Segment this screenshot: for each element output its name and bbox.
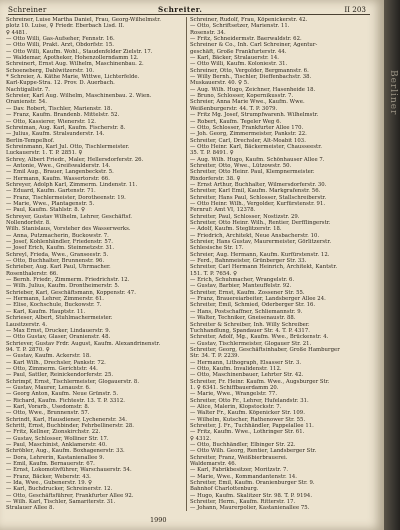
directory-entry: 151. T. P. 7654. ♀ — [190, 270, 238, 277]
directory-entry: Schreiman, Aug. Karl, Kaufm. Fischerstr. 8. — [6, 124, 126, 131]
directory-entry: Schrieber, Aug. Karl Paul, Uhrmacher. — [6, 264, 111, 271]
directory-entry: Schreiter, Carl, Drechsler, Alt-Moabit 103. — [190, 137, 306, 144]
directory-entry: — Elise, Kochschule, Buckowstr. 7. — [6, 302, 102, 309]
directory-entry: Schröbler, Aug., Kaufm. Boxhagenerstr. 33. — [6, 448, 125, 455]
directory-entry: — Otto Heinr. Karl, Bäckermeister, Chausseestr. — [190, 143, 322, 150]
directory-entry: Luckauerstr. 1. T. P. 2851. ♀ — [6, 150, 83, 157]
page-number: II 203 — [344, 5, 366, 14]
directory-entry: Schreyer, Gustav Wilhelm, Lehrer, Geschäftsf. — [6, 213, 132, 220]
directory-entry: Schreier, Hans Gustav, Maurermeister, Görlitzerstr. — [190, 239, 332, 246]
directory-entry: — Otto, Schlosser, Frankfurter Allee 170. — [190, 124, 304, 131]
directory-entry: — Karl, Kaufm. Hauptstr. 11. — [6, 308, 86, 315]
directory-entry: — Paul, Maschinist, Anklamerstr. 40. — [6, 442, 108, 449]
directory-entry: — Julius, Kaufm. Stralsunderstr. 14. — [6, 131, 105, 138]
directory-entry: Schlesische Str. 17. — [190, 245, 244, 252]
directory-entry: Waldemarstr. 46. — [190, 461, 237, 468]
directory-entry: — Gustav, Tischlermeister, Glogauer Str. 21. — [190, 340, 312, 347]
directory-entry: Schreiter, Emil, Kaufm. Oranienburger Str. 9. — [190, 480, 315, 487]
directory-entry: — Gustav, Kaufm. Ackerstr. 18. — [6, 353, 91, 360]
directory-entry: — Otto Heinr. Wilh., Vergolder, Kurfürstenstr. 91. — [190, 200, 326, 207]
directory-entry: — Adolf, Kaufm. Steglitzerstr. 18. — [190, 226, 282, 233]
directory-entry: — Aug. Wilh. Hugo, Kaufm. Schönhauser Allee 7. — [190, 156, 325, 163]
directory-entry: — Paul, Kaufm. Stahlstr. 8. ♀ — [6, 207, 86, 214]
directory-entry: Berlin-Tempelhof. — [6, 137, 55, 144]
left-column — [6, 17, 184, 513]
directory-entry: Schritt, Ernst, Buchbinder, Fehrbellinerstr. 28. — [6, 423, 135, 429]
directory-entry: — Ernst, Lokomotivführer, Warschauerstr. 54. — [6, 467, 132, 474]
directory-entry: — Fritz, Kaufm. Wwe., Lothringer Str. 61. — [190, 429, 305, 436]
directory-entry: — Otto Willi, Prakt. Arzt, Obdorfstr. 15. — [6, 42, 114, 49]
header-rule — [8, 14, 370, 15]
directory-entry: plotz 10. Luise, ♀ Friedr. Eberbach Lisd. II. — [6, 23, 125, 30]
directory-entry: Schreiter, Otto, Wwe., Lützowstr. 50. — [190, 162, 292, 169]
directory-entry: — Hans, Postschaffner, Schliemannstr. 9. — [190, 308, 303, 315]
directory-entry: — Walter Fr., Kaufm. Köpenicker Str. 109. — [190, 410, 305, 417]
directory-entry: Fernruf: Amt VI, 12378. — [190, 207, 256, 214]
directory-entry: Schreier, Aug. Hermann, Kaufm. Kurfürstenstr. 12. — [190, 251, 330, 258]
directory-entry: — Otto, Geschäftsführer, Frankfurter Allee 92. — [6, 492, 134, 499]
directory-entry: Schreiter, Hans Paul, Schlosser, Stallschreiberstr. — [190, 194, 327, 201]
directory-entry: — Wilh. Karl, Tischler, Samariterstr. 31. — [6, 499, 116, 506]
directory-entry: Schreiner & Co., Inh. Carl Schreiner, Agentur- — [190, 42, 318, 49]
directory-entry: Oranienstr. 54. — [6, 99, 48, 106]
directory-entry: — Franz, Bäcker, Weberstr. 43. — [6, 473, 91, 480]
directory-entry: ♀ 4481. — [6, 29, 28, 36]
directory-entry: Schrimpf, Ernst, Tischlermeister, Glogauerstr. 8. — [6, 378, 140, 385]
directory-entry: Schreiter, Emil, Schmied, Oderberger Str. 16. — [190, 302, 316, 309]
directory-entry: — Johann, Maurerpolier, Kastanienallee 75. — [190, 505, 310, 512]
directory-entry: — Willy Bernh., Tischler, Dieffenbachstr. 38. — [190, 74, 312, 81]
directory-entry: — Hermann, Lehrer, Zimmerstr. 61. — [6, 296, 105, 303]
directory-entry: — Eduard, Kaufm. Gartenstr. 71. — [6, 188, 96, 195]
directory-entry: — Otto, Buchhalter, Brunnenstr. 96. — [6, 258, 105, 265]
directory-entry: Schreiter, Franz, Weißbierbrauerei. — [190, 454, 288, 461]
directory-entry: Schriever, Gustav Frdr. August, Kaufm. Alexandrinenstr. — [6, 340, 161, 347]
directory-entry: — Gustav, Schlosser, Wolliner Str. 17. — [6, 435, 109, 442]
directory-entry: — Otto, Kassierer, Wienerstr. 12. — [6, 118, 96, 125]
directory-entry: 35. T. P. 8491. ♀ — [190, 150, 234, 157]
directory-entry: Schreiter, J. Fr., Tuchhändler, Pappelallee 11. — [190, 423, 314, 429]
directory-entry: — Otto Gustav, Glaser, Oranienstr. 48. — [6, 334, 111, 341]
directory-entry: — Aug. Wilh. Hugo, Zeichner, Hasenheide 18. — [190, 86, 316, 93]
directory-entry: — Otto Wilh. Georg, Rentier, Landsberger Str. — [190, 448, 317, 455]
directory-entry: — Robert, Kaufm. Tegeler Weg 6. — [190, 118, 282, 125]
directory-entry: Schreier, Anna Marie Wwe., Kaufm. Wwe. — [190, 99, 305, 106]
directory-entry: Wilh. Stanislaus, Vorsteher des Wasserwerks. — [6, 226, 131, 233]
directory-entry: — Marie, Wwe., Wrangelstr. 77. — [190, 391, 278, 398]
directory-entry: — Otto, Maschinenbauer, Lehrter Str. 42. — [190, 372, 304, 379]
directory-entry: Schreiter, Paul, Schlosser, Nostizstr. 29. — [190, 213, 300, 220]
directory-entry: — Ferd., Bahnmeister, Grünberger Str. 33. — [190, 258, 307, 265]
directory-entry: — Bernh. Friedr., Zimmerm. Friedrichstr. 12. — [6, 277, 130, 284]
directory-entry: Schreiter, Otto Fr., Lehrer, Hufelandstr. 31. — [190, 397, 309, 404]
directory-entry: — Otto, Kaufm. Invalidenstr. 112. — [190, 365, 282, 372]
directory-entry: — Waldemar, Apotheker, Hohenzollerndamm 12. — [6, 55, 139, 62]
directory-entry: — Max Ernst, Drucker, Lindauerstr. 9. — [6, 327, 111, 334]
directory-entry: — Antonie, Wwe., Greifswalderstr. 14. — [6, 162, 111, 169]
directory-entry: Schrey, Albert Friedr., Maler, Hellersdorferstr. 26. — [6, 156, 144, 163]
directory-entry: — Marie, Wwe., Plantagenstr. 5. — [6, 200, 95, 207]
directory-entry: Schreiner, Otto, Vergolder, Bergmannstr. 6. — [190, 67, 309, 74]
book-edge-label: Berliner — [388, 70, 398, 116]
directory-entry: — Marie, Wwe., Kommandantenstr. 14. — [190, 473, 298, 480]
directory-entry: — Franz, Kaufm. Brandenb. Mittelstr. 52. — [6, 112, 120, 119]
directory-entry: — Friedrich, Architekt, Neue Ansbacherstr. 10. — [190, 232, 320, 239]
directory-entry: — Walter, Techniker, Gneisenaustr. 88. — [190, 315, 296, 322]
directory-entry: Schreiter, Georg, Geschäftsinhaber, Große Hamburger — [190, 346, 340, 353]
directory-entry: Schreyer, Adolph Karl, Zimmerm. Lindenstr. 11. — [6, 181, 138, 188]
page-footer-number: 1990 — [150, 516, 167, 524]
directory-entry: Schreiter, Herm., Kaufm. Ritterstr. 17. — [190, 499, 296, 506]
directory-entry: — Emil, Kaufm. Bernauerstr. 67. — [6, 461, 95, 468]
directory-entry: Schoeneberg, Dahlwitzerstr. 10. — [6, 67, 95, 74]
directory-entry: 94. T. P. 2870. ♀ — [6, 346, 50, 353]
directory-entry: — Otto, Buchhändler, Elbinger Str. 22. — [190, 442, 296, 449]
directory-entry: — Franz, Tischlermeister, Dorotheenstr. 19. — [6, 194, 126, 201]
directory-entry: — Dora, Lehrerin, Kastanienallee 9. — [6, 454, 105, 461]
directory-entry: Weißenburgerstr. 44. T. P. 3079. — [190, 105, 278, 112]
directory-entry: — Dav. Robert, Tischler, Marienstr. 18. — [6, 105, 113, 112]
directory-entry: — Fritz, Schneidermstr. Baerwaldstr. 62. — [190, 36, 302, 43]
directory-entry: — Otto, Schriftsetzer, Marienstr. 11. — [190, 23, 290, 30]
column-divider — [186, 17, 187, 511]
directory-entry: — Hermann, Lithograph, Elsasser Str. 3. — [190, 359, 302, 366]
directory-entry: — Karl, Fabrikbesitzer, Moritzstr. 7. — [190, 467, 289, 474]
directory-entry: Schreinmann, Karl Jul. Otto, Tischlermeister. — [6, 143, 130, 150]
directory-entry: Muskauerstr. 40. ♀ 5. — [190, 80, 249, 87]
directory-entry: — Josef, Kohlenhändler, Friedenstr. 57. — [6, 239, 113, 246]
directory-entry: Bahnhof Charlottenburg. — [190, 486, 259, 493]
directory-entry: — Hugo, Kaufm. Skalitzer Str. 98. T. P. 9194. — [190, 492, 313, 499]
directory-entry: Schrieber, Karl, Geschäftsmann, Koppenstr. 47. — [6, 289, 136, 296]
directory-entry: Schreiter & Schreiber, Inh. Willy Schreiber. — [190, 321, 310, 328]
directory-entry: — Otto Willi, Kaufm. Wohl., Staudenfelder Zielstr. 17. — [6, 48, 153, 55]
directory-entry: — Erich, Schuhmacher, Wrangelstr. 6. — [190, 277, 295, 284]
directory-entry: Schrieser, Albert, Stuhlmachermeister. — [6, 315, 113, 322]
directory-entry: — Bruno, Schlosser, Kopernikusstr. 7. — [190, 93, 294, 100]
directory-entry: Schreinert, Ernst Aug. Wilhelm, Maschinenbau. 2. — [6, 61, 144, 68]
directory-entry: — Otto, Zimmerm. Gerichtstr. 44. — [6, 365, 98, 372]
directory-entry: Schreiner, Rudolf, Frau, Köpenickerstr. 42. — [190, 17, 308, 23]
directory-entry: — Alice, Malerin, Klopstockstr. 7. — [190, 403, 282, 410]
directory-entry: Schreier, Karl Aug. Wilhelm, Maschinenbau. 2. Wien. — [6, 93, 152, 100]
directory-entry: 1. ♀ 6341. Schiffbauerdamm 20. — [190, 384, 279, 391]
directory-entry: — Gustav, Barbier, Manteuffelstr. 92. — [190, 283, 292, 290]
directory-entry: — Karl Wilh., Drechsler, Pankstr. 72. — [6, 359, 106, 366]
directory-entry: Str. 34. T. P. 2239. — [190, 353, 240, 360]
directory-entry: — Otto Willi, Kaufm. Koloniestr. 31. — [190, 61, 288, 68]
directory-entry: Schreiter, Adolf, Mg., Kaufm. Wwe., Brückenstr. 4. — [190, 334, 329, 341]
directory-entry: — Hermann, Kaufm. Wassertorstr. 66. — [6, 175, 110, 182]
directory-entry: Nollendorfstr. 8. — [6, 220, 51, 226]
right-column — [190, 17, 368, 513]
directory-entry: Rixdorferstr. 38. ♀ — [190, 175, 241, 182]
directory-entry: * Schreier, A. Käthe Marie, Wittwe, Lichterfelde. — [6, 74, 140, 81]
directory-entry: — Karl, Buchdrucker, Schreinerstr. 12. — [6, 486, 113, 493]
directory-entry: Schreiter, Otto Heinr. Paul, Klempnermeister. — [190, 169, 315, 176]
directory-entry: Schreiter, Fr. Heinr. Kaufm. Wwe., Augsburger Str. — [190, 378, 330, 385]
directory-entry: Rosenstr. 34. — [190, 29, 226, 36]
directory-entry: Schreiter, Carl Hermann Heinrich, Architekt, Kantstr. — [190, 264, 338, 271]
directory-entry: — Karl, Bäcker, Stralauerstr. 14. — [190, 55, 279, 62]
directory-entry: — Franz, Brauereiarbeiter, Landsberger Allee 24. — [190, 296, 326, 303]
directory-entry: — Paul, Sattler, Reinickendorferstr. 25. — [6, 372, 114, 379]
directory-entry: — Karl, Vorarb., Usedomstr. 8. — [6, 403, 90, 410]
directory-entry: — Joh. Georg, Zimmermeister, Pankstr. 22. — [190, 131, 307, 138]
directory-entry: — Otto Willi, Gas-Aufseher, Fennstr. 16. — [6, 36, 115, 43]
directory-entry: Karl-Kuppe-Stra. 12. Prov. D. Auerbach. — [6, 80, 115, 87]
directory-entry: Schrindt, Karl, Hausdiener, Lychenerstr. 34. — [6, 416, 128, 423]
directory-entry: — Richard, Kaufm. Fichtestr. 13. T. P. 3312. — [6, 397, 125, 404]
directory-entry: Stralauer Allee 8. — [6, 505, 55, 512]
directory-entry: Schreiter, Ernst, Kaufm. Zossener Str. 55. — [190, 289, 305, 296]
directory-entry: Lausitzerstr. 4. — [6, 321, 48, 328]
directory-entry: — Fritz Mg. Josef, Strumpfwarenh. Wilhelmstr. — [190, 112, 319, 119]
directory-entry: — Ernst Arthur, Buchhalter, Wilmersdorferstr. 30. — [190, 181, 327, 188]
directory-entry: — Josef Erich, Kaufm. Steinmetzstr. 31. — [6, 245, 115, 252]
directory-entry: Nachtigallstr. 7. — [6, 86, 50, 93]
directory-entry: — Georg Anton, Kaufm. Neue Grünstr. 5. — [6, 391, 119, 398]
directory-entry: — Otto, Wwe., Brunnenstr. 57. — [6, 410, 90, 417]
directory-entry: — Ida, Wwe., Gubenerstr. 19. ♀ — [6, 480, 93, 487]
header-center-keyword: Schreiter. — [158, 5, 203, 14]
directory-entry: — Anna, Putzmacherin, Buckowstr. 7. — [6, 232, 109, 239]
directory-entry: ♀ 4312. — [190, 435, 212, 442]
directory-entry: Schreyl, Frieda, Wwe., Granseestr. 5. — [6, 251, 109, 258]
directory-entry: — Wilhelm, Kutscher, Rathenower Str. 55. — [190, 416, 306, 423]
directory-entry: — Wilh. Julius, Kaufm. Drontheimerstr. 5. — [6, 283, 120, 290]
header-left-keyword: Schreiner — [8, 5, 47, 14]
directory-entry: — Gustav, Maurer, Lenaustr. 6. — [6, 384, 91, 391]
directory-entry: — Emil Aug., Brauer, Langenbeckstr. 5. — [6, 169, 114, 176]
directory-entry: Tuchhandlung, Spandauer Str. 4. T. P. 4317. — [190, 327, 310, 334]
directory-entry: Schreiter, Otto Heinr. Wilh., Rentier, Derfflingerstr. — [190, 220, 331, 226]
directory-entry: — Fritz, Kellner, Zionskirchstr. 22. — [6, 429, 101, 436]
directory-entry: Schreiner, Luise Martha Daniel, Frau, Georg-Wilhelmstr. — [6, 17, 161, 23]
directory-entry: Rosenthalerstr. 66. — [6, 270, 59, 277]
directory-entry: Schreiter, Karl Emil, Kaufm. Markgrafenstr. 56. — [190, 188, 321, 195]
directory-entry: geschäft, Große Frankfurterstr. 44. — [190, 48, 287, 55]
